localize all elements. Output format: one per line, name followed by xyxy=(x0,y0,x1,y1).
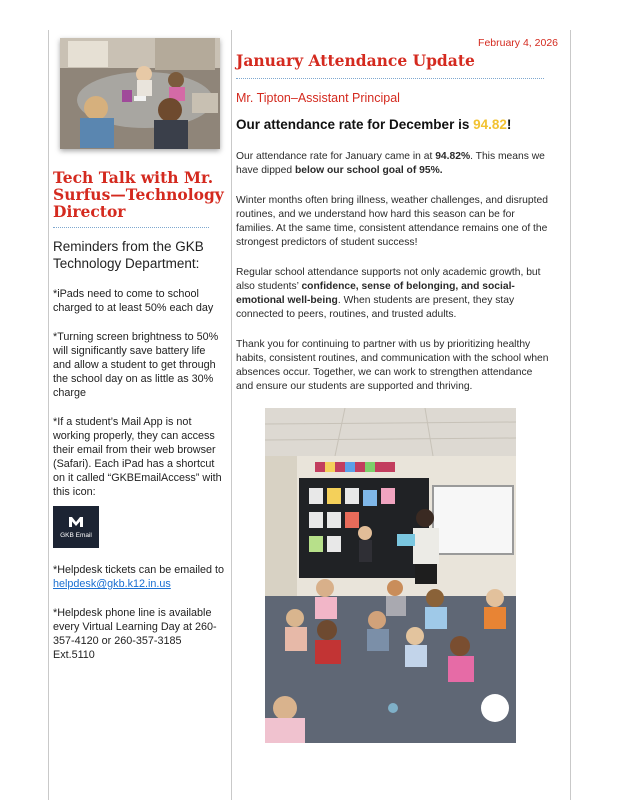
tip-helpdesk-phone: *Helpdesk phone line is available every Virtual Learning Day at 260-357-4120 or 260-357-3185 Ext.5110 xyxy=(53,607,217,661)
paragraph-thank-you: Thank you for continuing to partner with us by prioritizing healthy habits, consistent routines, and communication with the school when absences occur. Together, we can work to strengthen attendance and ensure our students are supported and thriving. xyxy=(236,339,549,392)
students-at-table-photo xyxy=(60,38,220,149)
rate-prefix: Our attendance rate for December is xyxy=(236,117,474,132)
p3-wellbeing-bold: confidence, sense of belonging, and social-emotional well-being xyxy=(236,281,515,306)
article-byline: Mr. Tipton–Assistant Principal xyxy=(236,91,400,105)
p3-text-a: Regular school attendance supports not only academic growth, but also students’ xyxy=(236,267,541,292)
gkb-email-caption: GKB Email xyxy=(60,531,92,539)
column-divider-right xyxy=(570,30,571,800)
p1-text-c: . This means we have dipped xyxy=(236,151,545,176)
article-divider xyxy=(236,78,544,79)
article-title: January Attendance Update xyxy=(236,51,475,70)
gkb-email-icon xyxy=(53,506,99,548)
students-at-table-image xyxy=(60,38,220,149)
p1-text-a: Our attendance rate for January came in at xyxy=(236,151,436,162)
paragraph-january-rate xyxy=(236,150,552,178)
p1-goal-bold: below our school goal of 95%. xyxy=(294,165,443,176)
paragraph-regular-attendance xyxy=(236,266,552,322)
attendance-rate-value: 94.82 xyxy=(473,117,507,132)
column-divider-left xyxy=(48,30,49,800)
tip-helpdesk-tickets xyxy=(53,563,225,591)
p1-rate-bold: 94.82% xyxy=(435,151,471,162)
classroom-reading-image xyxy=(265,408,516,743)
sidebar-divider xyxy=(53,227,209,228)
tip-screen-brightness: *Turning screen brightness to 50% will significantly save battery life and allow a student to get through the school day on as little as 30% charge xyxy=(53,331,219,399)
column-divider-middle xyxy=(231,30,232,800)
p3-text-c: . When students are present, they stay connected to peers, routines, and trusted adults. xyxy=(236,295,515,320)
rate-suffix: ! xyxy=(506,117,512,132)
sidebar-intro: Reminders from the GKB Technology Department: xyxy=(53,239,204,271)
helpdesk-email-link[interactable]: helpdesk@gkb.k12.in.us xyxy=(53,578,171,590)
helpdesk-text: *Helpdesk tickets can be emailed to xyxy=(53,564,225,576)
tip-mail-app: *If a student’s Mail App is not working properly, they can access their email from their web browser (Safari). Each iPad has a shortcut on it called “GKBEmailAccess” with this icon: xyxy=(53,416,222,498)
attendance-rate-heading xyxy=(236,117,552,132)
issue-date: February 4, 2026 xyxy=(478,37,558,49)
sidebar-title: Tech Talk with Mr. Surfus—Technology Director xyxy=(53,168,224,221)
gkb-email-m-icon xyxy=(68,516,84,528)
main-article xyxy=(236,51,552,394)
classroom-reading-photo xyxy=(265,408,516,743)
sidebar xyxy=(53,38,225,662)
paragraph-winter-months: Winter months often bring illness, weather challenges, and disrupted routines, and we understand how hard this season can be for families. At the same time, consistent attendance remains one of the strongest predictors of student success! xyxy=(236,195,548,248)
tip-ipads-charged: *iPads need to come to school charged to at least 50% each day xyxy=(53,288,214,314)
